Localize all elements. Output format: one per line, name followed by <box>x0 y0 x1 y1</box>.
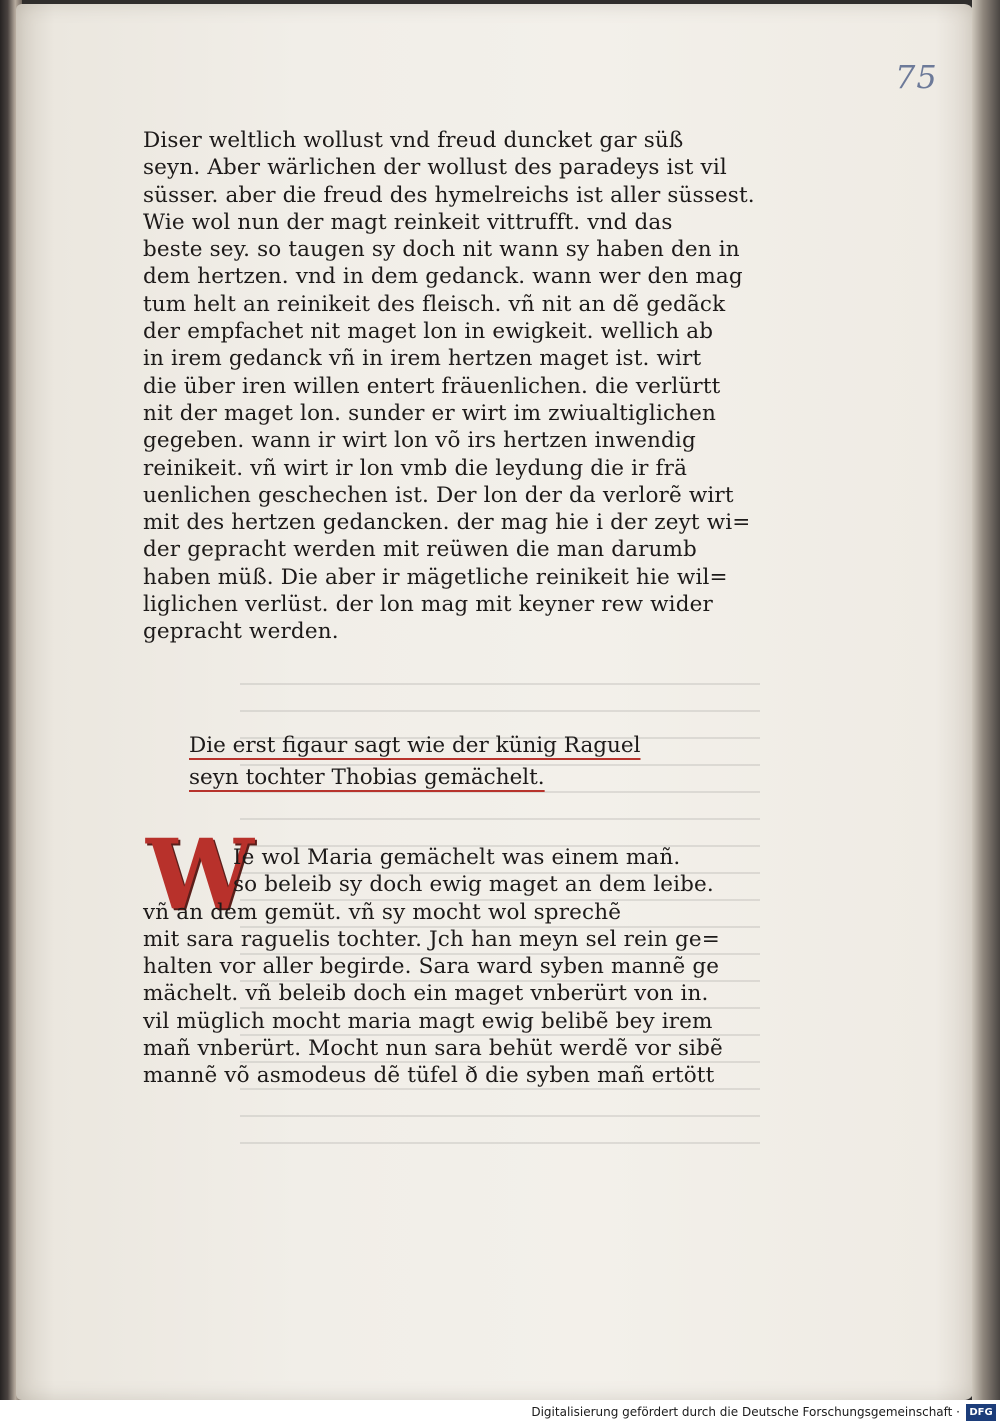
text-line: uenlichen geschechen ist. Der lon der da verlorẽ wirt <box>143 482 734 508</box>
text-line: haben müß. Die aber ir mägetliche reinikeit hie wil= <box>143 564 728 590</box>
text-line: mannẽ võ asmodeus dẽ tüfel ð die syben mañ ertött <box>143 1063 715 1089</box>
text-line: gepracht werden. <box>143 619 339 645</box>
text-line: in irem gedanck vñ in irem hertzen maget ist. wirt <box>143 346 702 372</box>
text-line: nit der maget lon. sunder er wirt im zwiualtiglichen <box>143 400 717 426</box>
text-line: Wie wol nun der magt reinkeit vittrufft. vnd das <box>143 209 673 235</box>
text-line: der gepracht werden mit reüwen die man darumb <box>143 537 697 563</box>
text-line: gegeben. wann ir wirt lon võ irs hertzen inwendig <box>143 428 696 454</box>
heading-line: seyn tochter Thobias gemächelt. <box>189 765 545 790</box>
text-line: die über iren willen entert fräuenlichen. die verlürtt <box>143 373 721 399</box>
text-line: liglichen verlüst. der lon mag mit keyner rew wider <box>143 592 713 618</box>
footer-bar <box>0 1400 1000 1426</box>
text-line: beste sey. so taugen sy doch nit wann sy haben den in <box>143 237 740 263</box>
text-line: vñ an dem gemüt. vñ sy mocht wol sprechẽ <box>143 899 622 925</box>
text-line: tum helt an reinikeit des fleisch. vñ nit an dẽ gedãck <box>143 291 726 317</box>
text-line: reinikeit. vñ wirt ir lon vmb die leydung die ir frä <box>143 455 688 481</box>
text-line: halten vor aller begirde. Sara ward syben mannẽ ge <box>143 954 720 980</box>
text-line: seyn. Aber wärlichen der wollust des paradeys ist vil <box>143 155 727 181</box>
text-line: dem hertzen. vnd in dem gedanck. wann wer den mag <box>143 264 743 290</box>
decorated-initial: W <box>146 818 254 931</box>
text-line: mit sara raguelis tochter. Jch han meyn sel rein ge= <box>143 926 720 952</box>
paragraph-1 <box>143 127 755 646</box>
section-heading <box>189 730 709 794</box>
text-line: der empfachet nit maget lon in ewigkeit. wellich ab <box>143 319 714 345</box>
text-line: mañ vnberürt. Mocht nun sara behüt werdẽ vor sibẽ <box>143 1036 723 1062</box>
text-line: Diser weltlich wollust vnd freud duncket gar süß <box>143 128 684 153</box>
paragraph-2 <box>143 844 743 1090</box>
text-line: vil müglich mocht maria magt ewig belibẽ bey irem <box>143 1008 713 1034</box>
text-line: mit des hertzen gedancken. der mag hie i der zeyt wi= <box>143 510 751 536</box>
text-line: Ie wol Maria gemächelt was einem mañ. <box>233 845 681 870</box>
text-line: süsser. aber die freud des hymelreichs ist aller süssest. <box>143 182 755 208</box>
dfg-logo: DFG <box>966 1404 996 1421</box>
text-line: mächelt. vñ beleib doch ein maget vnberürt von in. <box>143 981 709 1007</box>
funding-credit: Digitalisierung gefördert durch die Deutsche Forschungsgemeinschaft · <box>531 1405 960 1419</box>
folio-number: 75 <box>895 58 938 96</box>
page-edge <box>972 0 1000 1400</box>
heading-line: Die erst figaur sagt wie der künig Raguel <box>189 733 641 758</box>
text-line: so beleib sy doch ewig maget an dem leibe. <box>233 872 714 898</box>
